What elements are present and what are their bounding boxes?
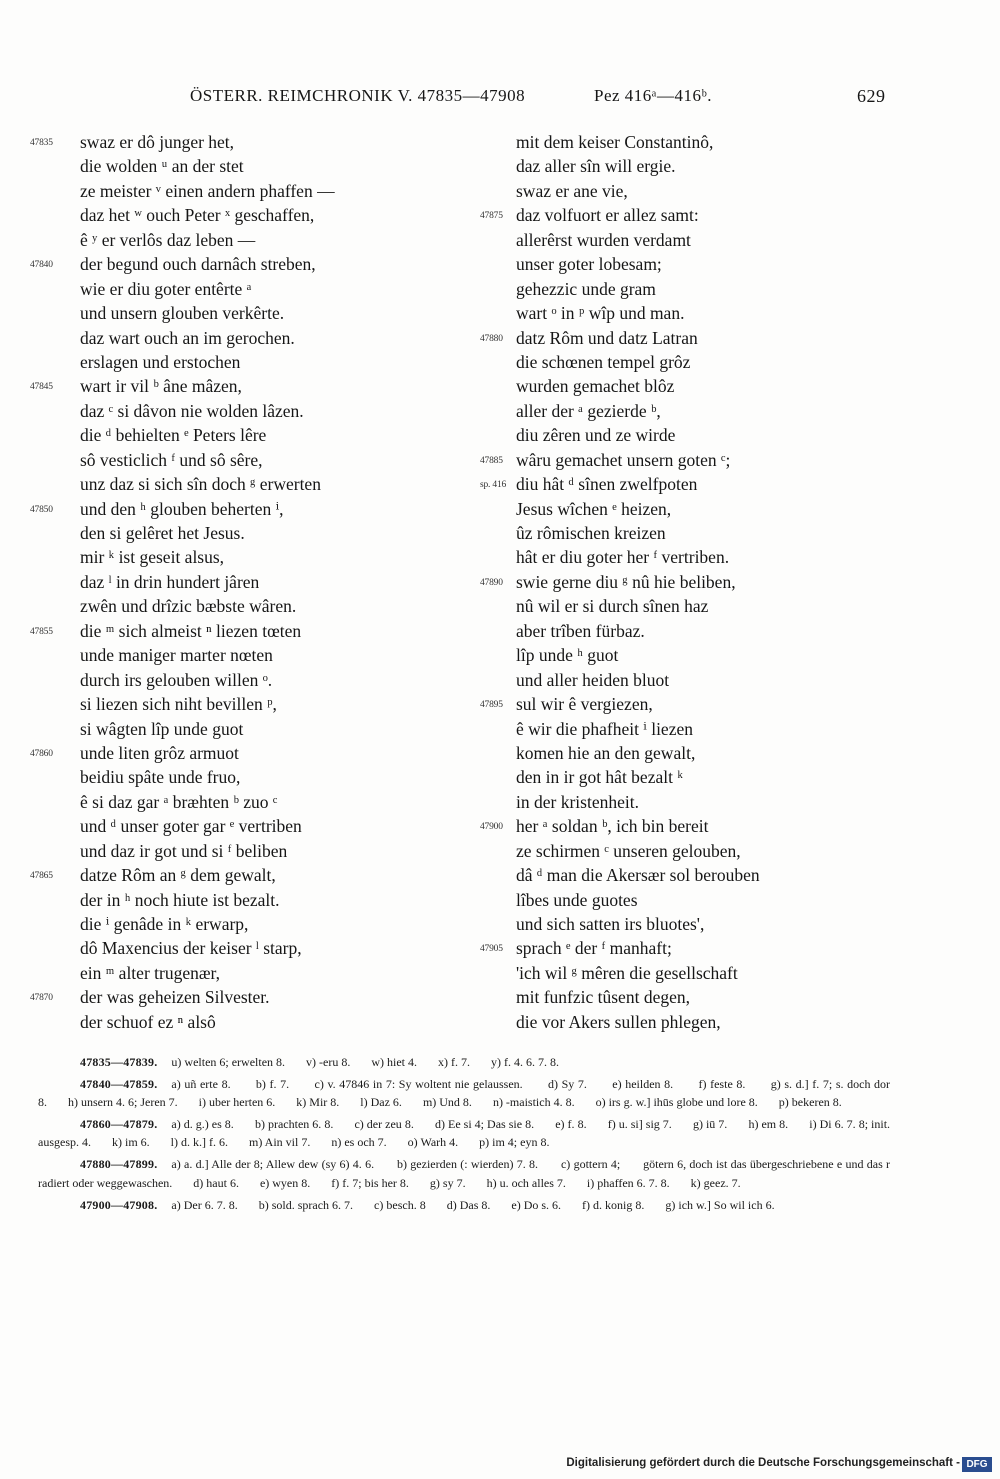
verse-number: 47905 bbox=[480, 944, 503, 955]
verse-text: diu hât ᵈ sînen zwelfpoten bbox=[516, 474, 698, 495]
note-range: 47840—47859. bbox=[80, 1077, 158, 1091]
verse-line bbox=[478, 374, 898, 398]
note-variant: h) em 8. bbox=[748, 1117, 789, 1132]
verse-line bbox=[478, 692, 898, 716]
note-variant: a) a. d.] Alle der 8; Allew dew (sy 6) 4. 6. bbox=[171, 1157, 375, 1172]
verse-text: zwên und drîzic bæbste wâren. bbox=[80, 596, 297, 617]
verse-line bbox=[30, 570, 460, 594]
verse-text: den si gelêret het Jesus. bbox=[80, 523, 245, 543]
note-variant: g) s. d.] f. 7; s. doch dor 8. bbox=[38, 1077, 891, 1110]
verse-line bbox=[30, 448, 460, 472]
note-variant: b) sold. sprach 6. 7. bbox=[258, 1197, 354, 1212]
note-variant: d) Ee si 4; Das sie 8. bbox=[434, 1117, 535, 1132]
verse-number: 47845 bbox=[30, 382, 53, 393]
note-variant: p) im 4; eyn 8. bbox=[479, 1135, 550, 1150]
verse-line bbox=[30, 863, 460, 887]
verse-number: 47880 bbox=[480, 333, 503, 344]
note-variant: e) heilden 8. bbox=[612, 1077, 674, 1091]
verse-text: wurden gemachet blôz bbox=[516, 376, 675, 397]
verse-line bbox=[478, 179, 898, 203]
verse-text: mit funfzic tûsent degen, bbox=[516, 987, 690, 1008]
verse-number: 47860 bbox=[30, 748, 53, 759]
verse-text: und aller heiden bluot bbox=[516, 669, 670, 690]
note-variant: h) unsern 4. 6; Jeren 7. bbox=[68, 1095, 178, 1110]
verse-line bbox=[478, 717, 898, 741]
verse-text: komen hie an den gewalt, bbox=[516, 742, 696, 763]
verse-line bbox=[30, 277, 460, 301]
verse-line bbox=[30, 179, 460, 203]
verse-line bbox=[478, 301, 898, 325]
verse-line bbox=[478, 839, 898, 863]
verse-line bbox=[30, 961, 460, 985]
verse-text: die schœnen tempel grôz bbox=[516, 351, 691, 372]
verse-number: 47885 bbox=[480, 455, 503, 466]
verse-text: dô Maxencius der keiser ˡ starp, bbox=[80, 938, 302, 959]
note-variant: n) -maistich 4. 8. bbox=[492, 1095, 575, 1110]
verse-line bbox=[478, 619, 898, 643]
note-variant: g) sy 7. bbox=[429, 1175, 466, 1190]
pez-reference: Pez 416ᵃ—416ᵇ. bbox=[594, 86, 712, 105]
note-paragraph bbox=[38, 1155, 890, 1191]
verse-text: allerêrst wurden verdamt bbox=[516, 229, 691, 250]
verse-text: der begund ouch darnâch streben, bbox=[80, 254, 316, 275]
verse-line bbox=[478, 790, 898, 814]
verse-text: datz Rôm und datz Latran bbox=[516, 327, 698, 348]
verse-text: swaz er dô junger het, bbox=[80, 132, 235, 152]
note-variant: m) Ain vil 7. bbox=[249, 1135, 311, 1150]
note-variant: p) bekeren 8. bbox=[778, 1095, 842, 1110]
note-variant: g) iū 7. bbox=[692, 1117, 728, 1132]
verse-line bbox=[30, 130, 460, 154]
note-variant: b) gezierden (: wierden) 7. 8. bbox=[397, 1157, 539, 1172]
note-variant: m) Und 8. bbox=[422, 1095, 472, 1110]
verse-line bbox=[478, 765, 898, 789]
verse-text: Jesus wîchen ᵉ heizen, bbox=[516, 498, 672, 519]
verse-text: ê si daz gar ᵃ bræhten ᵇ zuo ᶜ bbox=[80, 791, 278, 812]
verse-line bbox=[478, 1010, 898, 1034]
verse-line bbox=[478, 985, 898, 1009]
verse-text: in der kristenheit. bbox=[516, 791, 639, 812]
verse-number: 47840 bbox=[30, 260, 53, 271]
verse-text: der in ʰ noch hiute ist bezalt. bbox=[80, 889, 280, 910]
verse-text: und unsern glouben verkêrte. bbox=[80, 303, 285, 324]
verse-number: 47875 bbox=[480, 211, 503, 222]
note-variant: h) u. och alles 7. bbox=[486, 1175, 566, 1190]
note-variant: d) haut 6. bbox=[193, 1175, 239, 1190]
verse-text: lîbes unde guotes bbox=[516, 889, 638, 910]
verse-number: 47850 bbox=[30, 504, 53, 515]
verse-text: unz daz si sich sîn doch ᵍ erwerten bbox=[80, 474, 321, 495]
verse-text: durch irs gelouben willen ᵒ. bbox=[80, 669, 273, 690]
verse-line bbox=[30, 350, 460, 374]
note-variant: e) Do s. 6. bbox=[511, 1197, 562, 1212]
verse-line bbox=[478, 912, 898, 936]
verse-text: nû wil er si durch sînen haz bbox=[516, 596, 709, 617]
verse-line bbox=[478, 228, 898, 252]
verse-text: dâ ᵈ man die Akersær sol berouben bbox=[516, 865, 760, 886]
verse-line bbox=[30, 643, 460, 667]
verse-line bbox=[478, 497, 898, 521]
verse-text: die ᵈ behielten ᵉ Peters lêre bbox=[80, 425, 267, 446]
note-variant: a) d. g.) es 8. bbox=[171, 1117, 234, 1132]
note-range: 47880—47899. bbox=[80, 1157, 158, 1172]
verse-line bbox=[30, 1010, 460, 1034]
verse-line bbox=[30, 985, 460, 1009]
verse-line bbox=[30, 521, 460, 545]
verse-line bbox=[478, 326, 898, 350]
note-variant: n) es och 7. bbox=[331, 1135, 387, 1150]
verse-line bbox=[30, 619, 460, 643]
verse-line bbox=[478, 668, 898, 692]
verse-text: sô vesticlich ᶠ und sô sêre, bbox=[80, 449, 263, 470]
note-variant: u) welten 6; erwelten 8. bbox=[171, 1055, 286, 1069]
note-variant: b) f. 7. bbox=[255, 1077, 290, 1091]
verse-line bbox=[30, 301, 460, 325]
running-header bbox=[0, 86, 1000, 112]
verse-line bbox=[478, 472, 898, 496]
note-variant: o) irs g. w.] ihūs globe und lore 8. bbox=[595, 1095, 758, 1110]
verse-line bbox=[478, 448, 898, 472]
verse-text: wie er diu goter entêrte ᵃ bbox=[80, 278, 252, 299]
verse-line bbox=[478, 741, 898, 765]
verse-line bbox=[30, 545, 460, 569]
verse-number: 47900 bbox=[480, 822, 503, 833]
verse-line bbox=[30, 374, 460, 398]
verse-text: gehezzic unde gram bbox=[516, 278, 656, 299]
note-variant: c) der zeu 8. bbox=[354, 1117, 414, 1132]
verse-line bbox=[30, 814, 460, 838]
footer bbox=[0, 1457, 1000, 1477]
left-verse-column bbox=[30, 130, 460, 1034]
note-variant: c) besch. 8 bbox=[374, 1197, 426, 1212]
note-variant: a) uñ erte 8. bbox=[171, 1077, 231, 1091]
verse-line bbox=[30, 839, 460, 863]
verse-number: 47865 bbox=[30, 871, 53, 882]
verse-text: daz aller sîn will ergie. bbox=[516, 156, 676, 177]
verse-line bbox=[30, 472, 460, 496]
verse-text: unde maniger marter nœten bbox=[80, 645, 273, 666]
note-variant: g) ich w.] So wil ich 6. bbox=[665, 1197, 775, 1212]
verse-line bbox=[30, 203, 460, 227]
verse-number: sp. 416 bbox=[480, 480, 507, 491]
verse-text: der was geheizen Silvester. bbox=[80, 987, 270, 1008]
verse-line bbox=[30, 912, 460, 936]
verse-text: die ᵐ sich almeist ⁿ liezen tœten bbox=[80, 620, 302, 641]
verse-text: sul wir ê vergiezen, bbox=[516, 694, 653, 715]
note-variant: f) d. konig 8. bbox=[582, 1197, 645, 1212]
verse-text: ein ᵐ alter trugenær, bbox=[80, 962, 221, 983]
verse-line bbox=[478, 545, 898, 569]
verse-text: aller der ᵃ gezierde ᵇ, bbox=[516, 400, 661, 421]
note-variant: y) f. 4. 6. 7. 8. bbox=[491, 1055, 560, 1069]
verse-text: und daz ir got und si ᶠ beliben bbox=[80, 840, 288, 861]
note-variant: i) Di 6. 7. 8; init. ausgesp. 4. bbox=[38, 1117, 891, 1150]
verse-text: swaz er ane vie, bbox=[516, 180, 628, 201]
verse-text: hât er diu goter her ᶠ vertriben. bbox=[516, 547, 730, 568]
note-variant: x) f. 7. bbox=[438, 1055, 471, 1069]
note-variant: w) hiet 4. bbox=[371, 1055, 418, 1069]
note-variant: k) im 6. bbox=[112, 1135, 150, 1150]
note-variant: v) -eru 8. bbox=[306, 1055, 351, 1069]
chronicle-title: ÖSTERR. REIMCHRONIK V. 47835—47908 bbox=[190, 86, 526, 105]
verse-line bbox=[478, 521, 898, 545]
verse-text: lîp unde ʰ guot bbox=[516, 645, 619, 666]
verse-text: mit dem keiser Constantinô, bbox=[516, 132, 714, 152]
verse-text: und sich satten irs bluotes', bbox=[516, 914, 705, 934]
verse-text: den in ir got hât bezalt ᵏ bbox=[516, 767, 683, 788]
verse-text: beidiu spâte unde fruo, bbox=[80, 767, 241, 788]
note-variant: c) gottern 4; bbox=[560, 1157, 621, 1172]
verse-text: unser goter lobesam; bbox=[516, 254, 662, 275]
note-range: 47860—47879. bbox=[80, 1117, 158, 1132]
note-variant: c) v. 47846 in 7: Sy woltent nie gelaussen. bbox=[314, 1077, 523, 1091]
verse-text: erslagen und erstochen bbox=[80, 351, 241, 372]
verse-text: datze Rôm an ᵍ dem gewalt, bbox=[80, 865, 276, 886]
verse-line bbox=[478, 130, 898, 154]
note-paragraph bbox=[38, 1196, 890, 1214]
note-variant: f) feste 8. bbox=[698, 1077, 746, 1091]
apparatus-notes bbox=[38, 1053, 890, 1218]
verse-line bbox=[478, 399, 898, 423]
verse-line bbox=[30, 668, 460, 692]
verse-text: die wolden ᵘ an der stet bbox=[80, 156, 244, 177]
verse-number: 47855 bbox=[30, 626, 53, 637]
note-variant: l) Daz 6. bbox=[360, 1095, 402, 1110]
note-paragraph bbox=[38, 1053, 890, 1071]
verse-text: si liezen sich niht bevillen ᵖ, bbox=[80, 694, 277, 715]
verse-number: 47870 bbox=[30, 993, 53, 1004]
verse-text: her ᵃ soldan ᵇ, ich bin bereit bbox=[516, 816, 709, 837]
note-variant: k) Mir 8. bbox=[296, 1095, 340, 1110]
verse-text: swie gerne diu ᵍ nû hie beliben, bbox=[516, 571, 736, 592]
note-range: 47835—47839. bbox=[80, 1055, 158, 1069]
verse-text: unde liten grôz armuot bbox=[80, 742, 239, 763]
verse-text: und den ʰ glouben beherten ⁱ, bbox=[80, 498, 284, 519]
verse-line bbox=[478, 154, 898, 178]
verse-line bbox=[478, 252, 898, 276]
verse-text: diu zêren und ze wirde bbox=[516, 425, 676, 446]
note-variant: o) Warh 4. bbox=[407, 1135, 459, 1150]
note-variant: i) phaffen 6. 7. 8. bbox=[586, 1175, 670, 1190]
verse-text: daz het ʷ ouch Peter ˣ geschaffen, bbox=[80, 205, 315, 226]
verse-text: wâru gemachet unsern goten ᶜ; bbox=[516, 449, 731, 470]
note-variant: b) prachten 6. 8. bbox=[254, 1117, 334, 1132]
note-variant: f) u. si] sig 7. bbox=[607, 1117, 672, 1132]
dfg-logo: DFG bbox=[962, 1457, 992, 1472]
verse-line bbox=[30, 326, 460, 350]
verse-line bbox=[30, 497, 460, 521]
verse-line bbox=[30, 790, 460, 814]
right-verse-column bbox=[478, 130, 898, 1034]
verse-line bbox=[30, 228, 460, 252]
verse-number: 47835 bbox=[30, 138, 53, 148]
verse-line bbox=[30, 717, 460, 741]
note-variant: a) Der 6. 7. 8. bbox=[171, 1197, 238, 1212]
note-range: 47900—47908. bbox=[80, 1197, 158, 1212]
note-paragraph bbox=[38, 1115, 890, 1151]
verse-text: ûz rômischen kreizen bbox=[516, 523, 666, 543]
verse-text: si wâgten lîp unde guot bbox=[80, 718, 244, 739]
verse-text: ê ʸ er verlôs daz leben — bbox=[80, 229, 256, 250]
note-variant: l) d. k.] f. 6. bbox=[170, 1135, 228, 1150]
verse-line bbox=[478, 888, 898, 912]
note-variant: k) geez. 7. bbox=[690, 1175, 741, 1190]
verse-number: 47890 bbox=[480, 577, 503, 588]
verse-number: 47895 bbox=[480, 700, 503, 711]
verse-line bbox=[478, 594, 898, 618]
note-variant: götern 6, doch ist das übergeschriebene e und das r radiert oder weggewaschen. bbox=[38, 1157, 891, 1190]
verse-text: ê wir die phafheit ⁱ liezen bbox=[516, 718, 693, 739]
note-paragraph bbox=[38, 1075, 890, 1111]
verse-text: daz wart ouch an im gerochen. bbox=[80, 327, 295, 348]
verse-line bbox=[30, 741, 460, 765]
verse-text: aber trîben fürbaz. bbox=[516, 620, 645, 641]
verse-text: und ᵈ unser goter gar ᵉ vertriben bbox=[80, 816, 302, 837]
verse-line bbox=[478, 936, 898, 960]
verse-text: daz ᶜ si dâvon nie wolden lâzen. bbox=[80, 400, 304, 421]
verse-line bbox=[30, 252, 460, 276]
verse-text: ze meister ᵛ einen andern phaffen — bbox=[80, 180, 335, 201]
verse-line bbox=[30, 154, 460, 178]
verse-text: sprach ᵉ der ᶠ manhaft; bbox=[516, 938, 672, 959]
verse-line bbox=[478, 643, 898, 667]
verse-line bbox=[478, 570, 898, 594]
verse-line bbox=[478, 277, 898, 301]
note-variant: i) uber herten 6. bbox=[198, 1095, 276, 1110]
verse-text: 'ich wil ᵍ mêren die gesellschaft bbox=[516, 962, 738, 983]
funding-credit: Digitalisierung gefördert durch die Deutsche Forschungsgemeinschaft - bbox=[566, 1457, 960, 1469]
verse-text: mir ᵏ ist geseit alsus, bbox=[80, 547, 225, 568]
note-variant: e) wyen 8. bbox=[259, 1175, 311, 1190]
verse-line bbox=[478, 203, 898, 227]
verse-line bbox=[478, 350, 898, 374]
note-variant: f) f. 7; bis her 8. bbox=[331, 1175, 409, 1190]
verse-text: daz ˡ in drin hundert jâren bbox=[80, 571, 260, 592]
verse-text: ze schirmen ᶜ unseren gelouben, bbox=[516, 840, 741, 861]
verse-line bbox=[30, 594, 460, 618]
verse-text: wart ir vil ᵇ âne mâzen, bbox=[80, 376, 242, 397]
verse-line bbox=[30, 888, 460, 912]
verse-line bbox=[30, 399, 460, 423]
verse-text: die ⁱ genâde in ᵏ erwarp, bbox=[80, 914, 249, 934]
verse-text: der schuof ez ⁿ alsô bbox=[80, 1011, 216, 1032]
note-variant: e) f. 8. bbox=[555, 1117, 587, 1132]
verse-text: daz volfuort er allez samt: bbox=[516, 205, 699, 226]
verse-line bbox=[30, 692, 460, 716]
note-variant: d) Das 8. bbox=[446, 1197, 491, 1212]
verse-line bbox=[478, 423, 898, 447]
verse-line bbox=[478, 863, 898, 887]
verse-line bbox=[30, 765, 460, 789]
verse-line bbox=[30, 423, 460, 447]
page-number: 629 bbox=[857, 86, 886, 106]
verse-text: wart ᵒ in ᵖ wîp und man. bbox=[516, 303, 685, 324]
note-variant: d) Sy 7. bbox=[548, 1077, 587, 1091]
verse-text: die vor Akers sullen phlegen, bbox=[516, 1011, 721, 1032]
verse-line bbox=[30, 936, 460, 960]
verse-line bbox=[478, 961, 898, 985]
verse-line bbox=[478, 814, 898, 838]
